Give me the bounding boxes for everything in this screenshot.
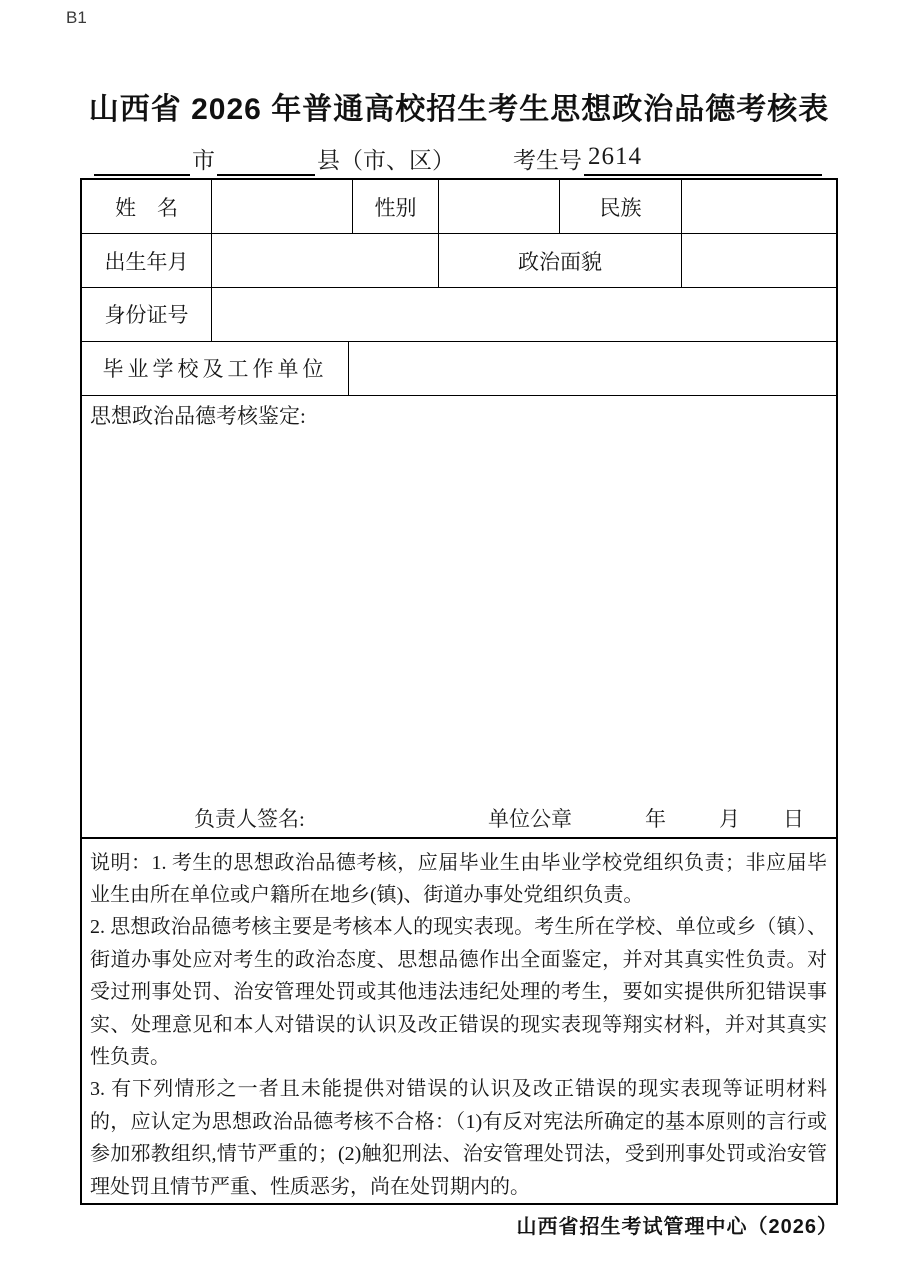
county-blank-field [217,144,315,176]
school-label-cell: 毕业学校及工作单位 [82,342,349,395]
school-value-cell [349,342,836,395]
candidate-no-field: 2614 [584,142,822,176]
table-row-id-number [82,288,836,341]
assessment-section [82,396,836,839]
city-suffix-label: 市 [192,148,215,173]
table-row-birth-political [82,234,836,288]
city-blank-field [94,144,190,176]
location-and-candidate-line [80,142,838,176]
notes-section [82,839,836,1203]
form-table [80,178,838,1205]
assessment-label: 思想政治品德考核鉴定: [90,403,306,428]
id-number-label-cell: 身份证号 [82,288,212,340]
ethnicity-value-cell [682,180,836,233]
id-number-value-cell [212,288,836,340]
notes-paragraph-1: 说明：1. 考生的思想政治品德考核，应届毕业生由毕业学校党组织负责；非应届毕业生由所在单位或户籍所在地乡(镇)、街道办事处党组织负责。 [90,851,827,906]
candidate-no-label: 考生号 [513,148,582,173]
day-label: 日 [783,806,804,831]
name-label-cell: 姓 名 [82,180,212,233]
seal-label: 单位公章 [488,806,572,831]
birth-label-cell: 出生年月 [82,234,212,287]
table-row-school [82,342,836,396]
notes-paragraph-2: 2. 思想政治品德考核主要是考核本人的现实表现。考生所在学校、单位或乡（镇）、街道办事处应对考生的政治态度、思想品德作出全面鉴定，并对其真实性负责。对受过刑事处罚、治安管理处罚或其他违法违纪处理的考生，要如实提供所犯错误事实、处理意见和本人对错误的认识及改正错误的现实表现等翔实材料，并对其真实性负责。 [90,916,827,1068]
political-status-value-cell [682,234,836,287]
gender-label-cell: 性别 [353,180,439,233]
signature-line [82,803,836,833]
issuing-authority-footer: 山西省招生考试管理中心（2026） [516,1216,838,1238]
political-status-label-cell: 政治面貌 [439,234,682,287]
ethnicity-label-cell: 民族 [560,180,682,233]
notes-paragraph-3: 3. 有下列情形之一者且未能提供对错误的认识及改正错误的现实表现等证明材料的，应认定为思想政治品德考核不合格：（1)有反对宪法所确定的基本原则的言行或参加邪教组织,情节严重的；(2)触犯刑法、治安管理处罚法，受到刑事处罚或治安管理处罚且情节严重、性质恶劣，尚在处罚期内的。 [90,1078,827,1198]
signer-label: 负责人签名: [194,806,305,831]
month-label: 月 [719,806,740,831]
year-label: 年 [645,806,666,831]
document-title: 山西省 2026 年普通高校招生考生思想政治品德考核表 [88,93,830,126]
county-suffix-label: 县（市、区） [317,148,455,173]
table-row-name-gender-ethnicity [82,180,836,234]
name-value-cell [212,180,353,233]
page-code-label: B1 [66,8,87,27]
birth-value-cell [212,234,439,287]
gender-value-cell [439,180,560,233]
